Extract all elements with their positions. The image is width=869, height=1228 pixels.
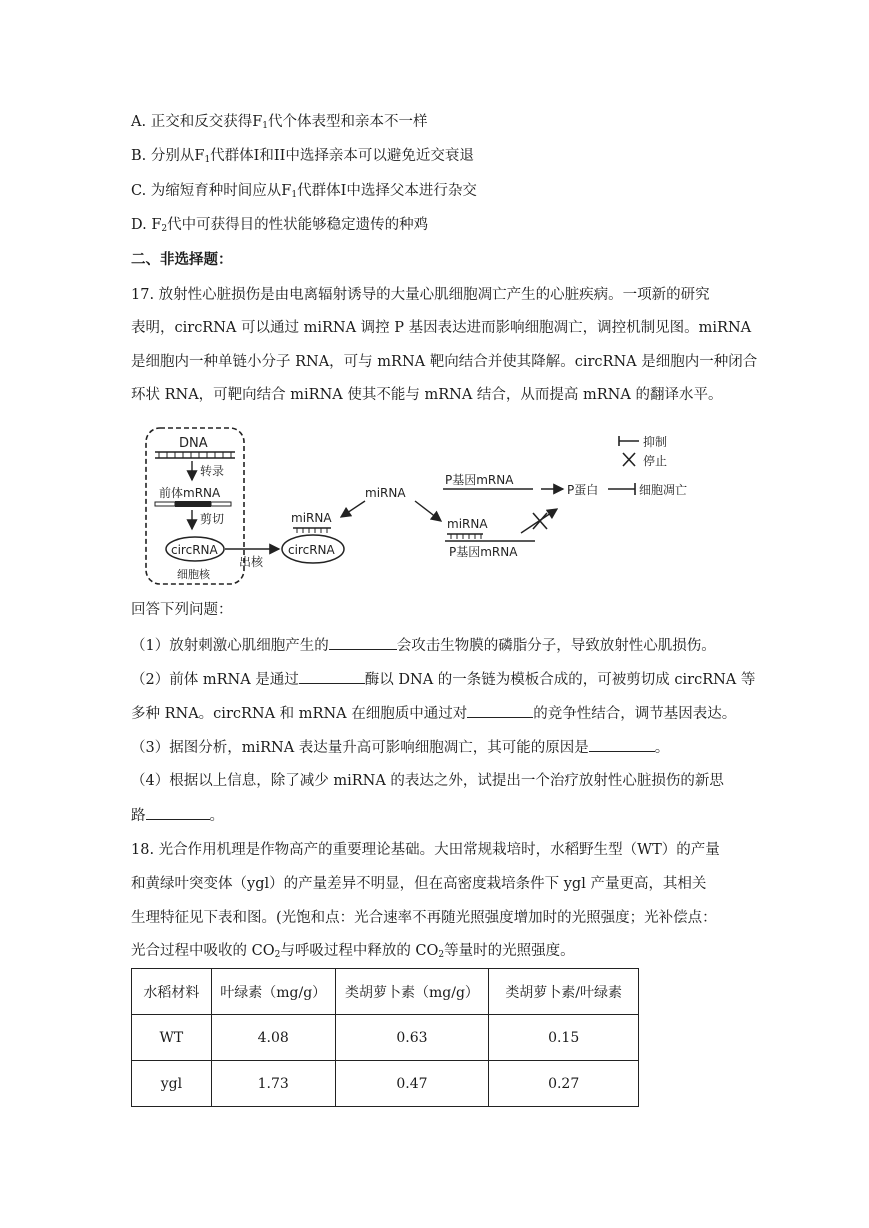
q18-line-3: 生理特征见下表和图。(光饱和点：光合速率不再随光照强度增加时的光照强度；光补偿点： bbox=[131, 910, 717, 926]
legend-stop-icon bbox=[623, 453, 635, 466]
answer-blank-5[interactable] bbox=[146, 805, 210, 820]
mirna-bound-strand bbox=[293, 528, 331, 533]
option-b: B. 分别从$F_1$代群体Ⅰ和II中选择亲本可以避免近交衰退 bbox=[131, 148, 474, 165]
table-header: 水稻材料 bbox=[132, 969, 212, 1015]
q17-sub-4-line-1: （4）根据以上信息，除了减少 miRNA 的表达之外，试提出一个治疗放射性心脏损伤的新思 bbox=[131, 773, 724, 789]
section-title: 二、非选择题： bbox=[131, 251, 233, 268]
answer-prompt: 回答下列问题： bbox=[131, 602, 233, 618]
pre-mrna-label: 前体mRNA bbox=[159, 486, 221, 500]
table-row bbox=[132, 1015, 639, 1061]
q17-line-2: 表明，circRNA 可以通过 miRNA 调控 P 基因表达进而影响细胞凋亡，调控机制见图。miRNA bbox=[131, 320, 752, 336]
q18-line-2: 和黄绿叶突变体（ygl）的产量差异不明显，但在高密度栽培条件下 ygl 产量更高，其相关 bbox=[131, 876, 707, 892]
legend-inhibit-symbol bbox=[619, 436, 639, 446]
option-c: C. 为缩短育种时间应从$F_1$代群体Ⅰ中选择父本进行杂交 bbox=[131, 183, 477, 200]
regulation-diagram bbox=[143, 425, 723, 590]
answer-blank-3[interactable] bbox=[467, 703, 533, 718]
mirna-on-mrna-strand bbox=[447, 534, 483, 539]
table-cell: 0.27 bbox=[489, 1061, 639, 1107]
table-row bbox=[132, 1061, 639, 1107]
option-d: D. $F_2$代中可获得目的性状能够稳定遗传的种鸡 bbox=[131, 217, 429, 234]
q17-sub-4-line-2: 路 。 bbox=[131, 805, 224, 826]
stop-cross-icon bbox=[533, 513, 547, 529]
transcription-label: 转录 bbox=[200, 464, 225, 478]
table-header: 类胡萝卜素/叶绿素 bbox=[489, 969, 639, 1015]
table-cell: WT bbox=[132, 1015, 212, 1061]
pigment-table bbox=[131, 968, 639, 1107]
table-header-row bbox=[132, 969, 639, 1015]
legend-stop-label: 停止 bbox=[643, 454, 668, 468]
mirna-bound-label: miRNA bbox=[291, 511, 332, 525]
table-header: 类胡萝卜素（mg/g） bbox=[335, 969, 489, 1015]
q17-line-1: 17. 放射性心脏损伤是由电离辐射诱导的大量心肌细胞凋亡产生的心脏疾病。一项新的研究 bbox=[131, 287, 710, 303]
circrna-nucleus-label: circRNA bbox=[171, 543, 218, 557]
q17-sub-2-line-1: （2）前体 mRNA 是通过 酶以 DNA 的一条链为模板合成的，可被剪切成 circRNA 等 bbox=[131, 669, 755, 690]
q17-line-3: 是细胞内一种单链小分子 RNA，可与 mRNA 靶向结合并使其降解。circRNA 是细胞内一种闭合 bbox=[131, 354, 758, 370]
q17-sub-1: （1）放射刺激心肌细胞产生的 会攻击生物膜的磷脂分子，导致放射性心肌损伤。 bbox=[131, 635, 716, 656]
p-mrna-bottom-label: P基因mRNA bbox=[449, 545, 518, 559]
splicing-label: 剪切 bbox=[200, 512, 225, 526]
dna-label: DNA bbox=[179, 436, 208, 451]
answer-blank-1[interactable] bbox=[329, 635, 397, 650]
table-cell: 0.63 bbox=[335, 1015, 489, 1061]
q17-line-4: 环状 RNA，可靶向结合 miRNA 使其不能与 mRNA 结合，从而提高 mRNA 的翻译水平。 bbox=[131, 387, 723, 403]
table-cell: 4.08 bbox=[211, 1015, 335, 1061]
q18-line-1: 18. 光合作用机理是作物高产的重要理论基础。大田常规栽培时，水稻野生型（WT）的产量 bbox=[131, 842, 720, 858]
table-cell: 1.73 bbox=[211, 1061, 335, 1107]
q18-line-4: 光合过程中吸收的 $CO_2$与呼吸过程中释放的 $CO_2$等量时的光照强度。 bbox=[131, 943, 575, 960]
apoptosis-label: 细胞凋亡 bbox=[639, 483, 688, 497]
table-cell: 0.15 bbox=[489, 1015, 639, 1061]
mirna-on-mrna-label: miRNA bbox=[447, 517, 488, 531]
mirna-to-circrna-arrow bbox=[341, 501, 365, 517]
dna-strand bbox=[155, 452, 235, 458]
mirna-center-label: miRNA bbox=[365, 486, 406, 500]
p-mrna-top-label: P基因mRNA bbox=[445, 473, 514, 487]
export-label: 出核 bbox=[239, 555, 264, 569]
nucleus-label: 细胞核 bbox=[177, 568, 210, 581]
legend-inhibit-label: 抑制 bbox=[643, 435, 668, 449]
table-header: 叶绿素（mg/g） bbox=[211, 969, 335, 1015]
p-protein-label: P蛋白 bbox=[567, 483, 599, 497]
option-a: A. 正交和反交获得$F_1$代个体表型和亲本不一样 bbox=[131, 114, 428, 131]
q17-sub-2-line-2: 多种 RNA。circRNA 和 mRNA 在细胞质中通过对 的竞争性结合，调节基因表达。 bbox=[131, 703, 736, 724]
pre-mrna-strand bbox=[155, 501, 231, 507]
answer-blank-4[interactable] bbox=[589, 737, 655, 752]
inhibit-arrow bbox=[608, 483, 635, 495]
table-cell: 0.47 bbox=[335, 1061, 489, 1107]
circrna-cytoplasm-label: circRNA bbox=[288, 543, 335, 557]
answer-blank-2[interactable] bbox=[299, 669, 365, 684]
mirna-to-mrna-arrow bbox=[415, 501, 441, 521]
q17-sub-3: （3）据图分析，miRNA 表达量升高可影响细胞凋亡，其可能的原因是 。 bbox=[131, 737, 669, 758]
table-cell: ygl bbox=[132, 1061, 212, 1107]
